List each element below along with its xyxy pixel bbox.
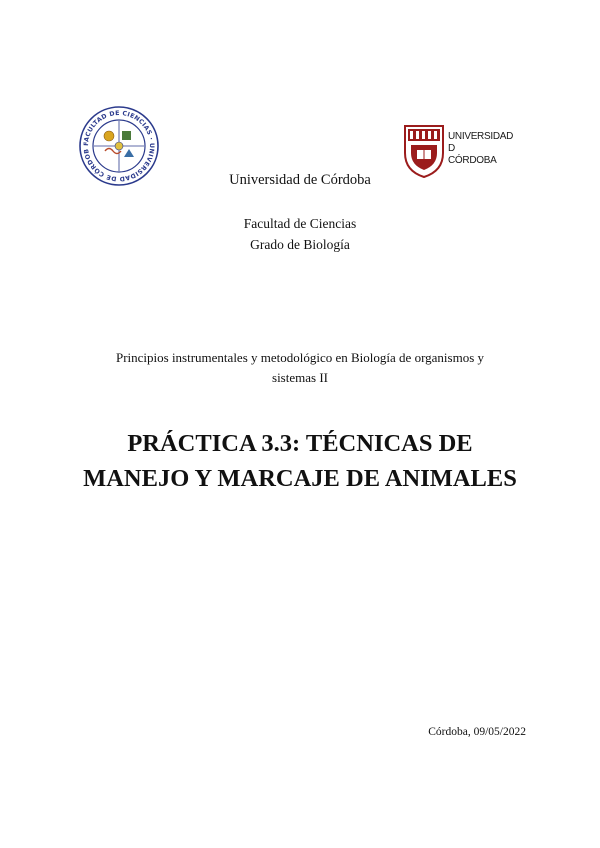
- subject-line-2: sistemas II: [272, 370, 328, 385]
- uco-text-line-2: D: [448, 143, 455, 154]
- uco-text-line-1: UNIVERSIDAD: [448, 131, 514, 142]
- subject-name: [80, 348, 520, 388]
- subject-line-1: Principios instrumentales y metodológico en Biología de organismos y: [115, 350, 485, 365]
- degree-name: Grado de Biología: [250, 237, 350, 252]
- faculty-name: Facultad de Ciencias: [243, 216, 357, 231]
- place-date: Córdoba, 09/05/2022: [428, 726, 526, 738]
- uco-shield-icon: [402, 123, 446, 179]
- university-name: Universidad de Córdoba: [229, 172, 371, 188]
- title-line-1: PRÁCTICA 3.3: TÉCNICAS DE: [127, 430, 473, 457]
- faculty-block: [0, 213, 600, 255]
- title-line-2: MANEJO Y MARCAJE DE ANIMALES: [83, 465, 517, 492]
- document-title: [40, 426, 560, 496]
- seal-ring-text: FACULTAD DE CIENCIAS · UNIVERSIDAD DE CÓRDOB: [82, 109, 156, 183]
- uco-text-line-3: CÓRDOBA: [448, 155, 497, 166]
